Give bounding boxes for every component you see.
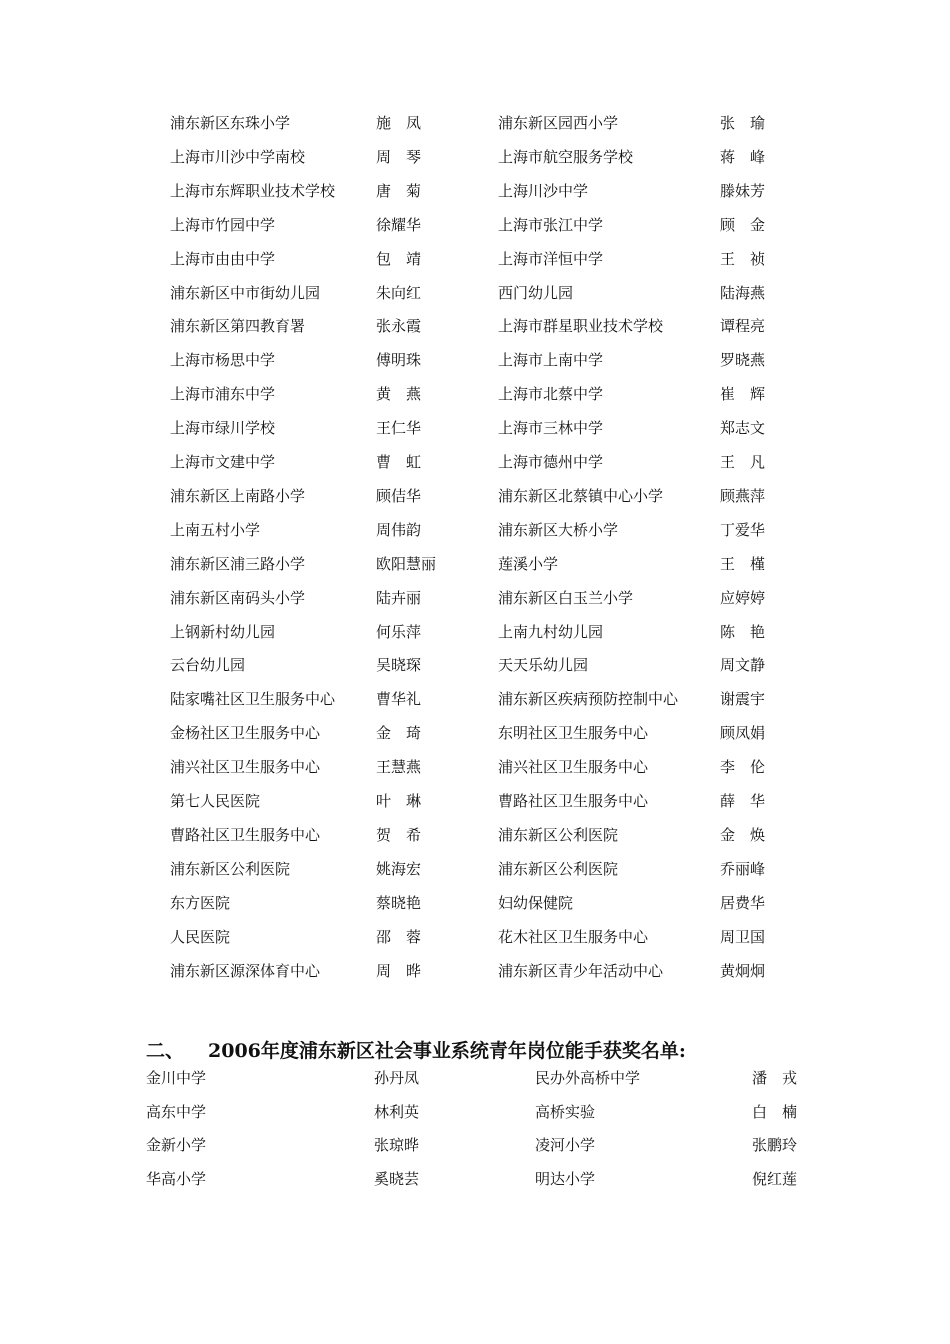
right-person-name: 白 楠: [752, 1102, 798, 1121]
right-person-name: 张 瑜: [720, 114, 766, 132]
right-unit-name: 莲溪小学: [498, 554, 559, 573]
left-person-name: 陆卉丽: [376, 588, 422, 607]
right-person-name: 周文静: [720, 656, 766, 675]
left-person-name: 邵 蓉: [376, 927, 422, 946]
right-unit-name: 上南九村幼儿园: [498, 622, 604, 641]
right-unit-name: 西门幼儿园: [498, 283, 574, 302]
left-unit-name: 第七人民医院: [170, 792, 261, 810]
left-unit-name: 浦东新区浦三路小学: [170, 554, 306, 573]
left-person-name: 顾佶华: [376, 486, 422, 505]
right-unit-name: 曹路社区卫生服务中心: [498, 792, 649, 810]
right-person-name: 滕妹芳: [720, 181, 766, 200]
left-unit-name: 浦东新区东珠小学: [170, 114, 291, 132]
left-person-name: 张永霞: [376, 317, 422, 336]
right-unit-name: 上海市三林中学: [498, 419, 604, 438]
left-unit-name: 浦东新区源深体育中心: [170, 961, 321, 980]
right-person-name: 黄炯炯: [720, 961, 766, 980]
right-person-name: 郑志文: [720, 419, 766, 438]
left-unit-name: 上海市浦东中学: [170, 385, 276, 404]
list-row: [0, 106, 950, 140]
list-row: [0, 1162, 950, 1196]
list-row: [0, 445, 950, 479]
list-row: [0, 343, 950, 377]
list-row: [0, 615, 950, 649]
left-person-name: 朱向红: [376, 283, 422, 302]
right-unit-name: 浦东新区白玉兰小学: [498, 588, 634, 607]
right-person-name: 蒋 峰: [720, 147, 766, 166]
right-person-name: 陆海燕: [720, 283, 766, 302]
list-row: [0, 886, 950, 920]
right-unit-name: 上海市北蔡中学: [498, 385, 604, 404]
list-row: [0, 208, 950, 242]
left-unit-name: 浦兴社区卫生服务中心: [170, 758, 321, 777]
list-row: [0, 818, 950, 852]
left-unit-name: 云台幼儿园: [170, 656, 246, 675]
left-unit-name: 上钢新村幼儿园: [170, 622, 276, 641]
left-unit-name: 上海市竹园中学: [170, 215, 276, 234]
right-person-name: 李 伦: [720, 758, 766, 777]
left-unit-name: 上海市川沙中学南校: [170, 147, 306, 166]
section-title: 2006年度浦东新区社会事业系统青年岗位能手获奖名单:: [208, 1040, 686, 1062]
right-person-name: 乔丽峰: [720, 859, 766, 878]
left-unit-name: 金川中学: [146, 1069, 207, 1087]
left-unit-name: 人民医院: [170, 927, 231, 946]
right-person-name: 顾 金: [720, 215, 766, 234]
right-person-name: 王 槿: [720, 554, 766, 573]
left-person-name: 叶 琳: [376, 792, 422, 810]
list-row: [0, 140, 950, 174]
right-person-name: 谢震宇: [720, 690, 766, 709]
right-person-name: 周卫国: [720, 927, 766, 946]
left-unit-name: 华高小学: [146, 1170, 207, 1189]
right-unit-name: 花木社区卫生服务中心: [498, 927, 649, 946]
left-unit-name: 浦东新区上南路小学: [170, 486, 306, 505]
left-unit-name: 高东中学: [146, 1102, 207, 1121]
list-row: [0, 479, 950, 513]
right-person-name: 潘 戎: [752, 1069, 798, 1087]
left-person-name: 贺 希: [376, 825, 422, 844]
right-person-name: 谭程亮: [720, 317, 766, 336]
right-unit-name: 凌河小学: [535, 1136, 596, 1155]
right-unit-name: 浦东新区公利医院: [498, 859, 619, 878]
right-unit-name: 上海市张江中学: [498, 215, 604, 234]
right-unit-name: 上海市上南中学: [498, 351, 604, 370]
left-unit-name: 陆家嘴社区卫生服务中心: [170, 690, 336, 709]
right-person-name: 陈 艳: [720, 622, 766, 641]
left-person-name: 张琼晔: [374, 1136, 420, 1155]
left-person-name: 曹 虹: [376, 453, 422, 471]
left-person-name: 孙丹凤: [374, 1069, 420, 1087]
list-row: [0, 377, 950, 411]
list-row: [0, 547, 950, 581]
left-person-name: 林利英: [374, 1102, 420, 1121]
left-unit-name: 上海市文建中学: [170, 453, 276, 471]
right-person-name: 王 祯: [720, 249, 766, 268]
right-unit-name: 浦东新区疾病预防控制中心: [498, 690, 679, 709]
left-unit-name: 上南五村小学: [170, 520, 261, 539]
left-unit-name: 上海市绿川学校: [170, 419, 276, 438]
left-unit-name: 金杨社区卫生服务中心: [170, 724, 321, 743]
list-row: [0, 852, 950, 886]
right-unit-name: 浦东新区园西小学: [498, 114, 619, 132]
right-unit-name: 妇幼保健院: [498, 893, 574, 912]
left-person-name: 王仁华: [376, 419, 422, 438]
left-unit-name: 浦东新区南码头小学: [170, 588, 306, 607]
right-unit-name: 上海市航空服务学校: [498, 147, 634, 166]
left-person-name: 曹华礼: [376, 690, 422, 709]
left-person-name: 何乐萍: [376, 622, 422, 641]
right-person-name: 居费华: [720, 893, 766, 912]
right-unit-name: 民办外高桥中学: [535, 1069, 641, 1087]
right-unit-name: 东明社区卫生服务中心: [498, 724, 649, 743]
right-unit-name: 浦东新区青少年活动中心: [498, 961, 664, 980]
right-person-name: 罗晓燕: [720, 351, 766, 370]
right-person-name: 顾燕萍: [720, 486, 766, 505]
right-person-name: 王 凡: [720, 453, 766, 471]
left-unit-name: 浦东新区第四教育署: [170, 317, 306, 336]
left-person-name: 周伟韵: [376, 520, 422, 539]
right-person-name: 应婷婷: [720, 588, 766, 607]
list-row: [0, 682, 950, 716]
right-unit-name: 高桥实验: [535, 1102, 596, 1121]
left-unit-name: 上海市东辉职业技术学校: [170, 181, 336, 200]
left-person-name: 周 晔: [376, 961, 422, 980]
right-person-name: 崔 辉: [720, 385, 766, 404]
left-person-name: 奚晓芸: [374, 1170, 420, 1189]
left-unit-name: 曹路社区卫生服务中心: [170, 825, 321, 844]
list-row: [0, 411, 950, 445]
list-row: [0, 1095, 950, 1129]
left-person-name: 欧阳慧丽: [376, 554, 437, 573]
right-person-name: 倪红莲: [752, 1170, 798, 1189]
section-number: 二、: [146, 1040, 185, 1062]
left-person-name: 王慧燕: [376, 758, 422, 777]
right-unit-name: 浦兴社区卫生服务中心: [498, 758, 649, 777]
right-unit-name: 浦东新区北蔡镇中心小学: [498, 486, 664, 505]
right-unit-name: 明达小学: [535, 1170, 596, 1189]
left-person-name: 吴晓琛: [376, 656, 422, 675]
left-unit-name: 金新小学: [146, 1136, 207, 1155]
list-row: [0, 513, 950, 547]
right-person-name: 金 焕: [720, 825, 766, 844]
right-unit-name: 上海川沙中学: [498, 181, 589, 200]
list-row: [0, 954, 950, 988]
right-unit-name: 上海市群星职业技术学校: [498, 317, 664, 336]
list-row: [0, 309, 950, 343]
left-person-name: 施 凤: [376, 114, 422, 132]
left-person-name: 金 琦: [376, 724, 422, 743]
left-unit-name: 浦东新区中市街幼儿园: [170, 283, 321, 302]
right-unit-name: 浦东新区大桥小学: [498, 520, 619, 539]
list-row: [0, 920, 950, 954]
left-unit-name: 东方医院: [170, 893, 231, 912]
right-person-name: 顾凤娟: [720, 724, 766, 743]
list-row: [0, 1128, 950, 1162]
left-person-name: 黄 燕: [376, 385, 422, 404]
right-unit-name: 浦东新区公利医院: [498, 825, 619, 844]
left-person-name: 徐耀华: [376, 215, 422, 234]
left-unit-name: 浦东新区公利医院: [170, 859, 291, 878]
left-unit-name: 上海市由由中学: [170, 249, 276, 268]
left-unit-name: 上海市杨思中学: [170, 351, 276, 370]
list-row: [0, 242, 950, 276]
left-person-name: 包 靖: [376, 249, 422, 268]
left-person-name: 蔡晓艳: [376, 893, 422, 912]
list-row: [0, 784, 950, 818]
list-row: [0, 174, 950, 208]
left-person-name: 傅明珠: [376, 351, 422, 370]
list-row: [0, 276, 950, 310]
list-row: [0, 716, 950, 750]
list-row: [0, 581, 950, 615]
left-person-name: 周 琴: [376, 147, 422, 166]
list-row: [0, 1061, 950, 1095]
right-unit-name: 天天乐幼儿园: [498, 656, 589, 675]
right-person-name: 张鹏玲: [752, 1136, 798, 1155]
left-person-name: 姚海宏: [376, 859, 422, 878]
right-person-name: 薛 华: [720, 792, 766, 810]
list-row: [0, 648, 950, 682]
right-unit-name: 上海市洋恒中学: [498, 249, 604, 268]
right-unit-name: 上海市德州中学: [498, 453, 604, 471]
list-row: [0, 750, 950, 784]
left-person-name: 唐 菊: [376, 181, 422, 200]
right-person-name: 丁爱华: [720, 520, 766, 539]
